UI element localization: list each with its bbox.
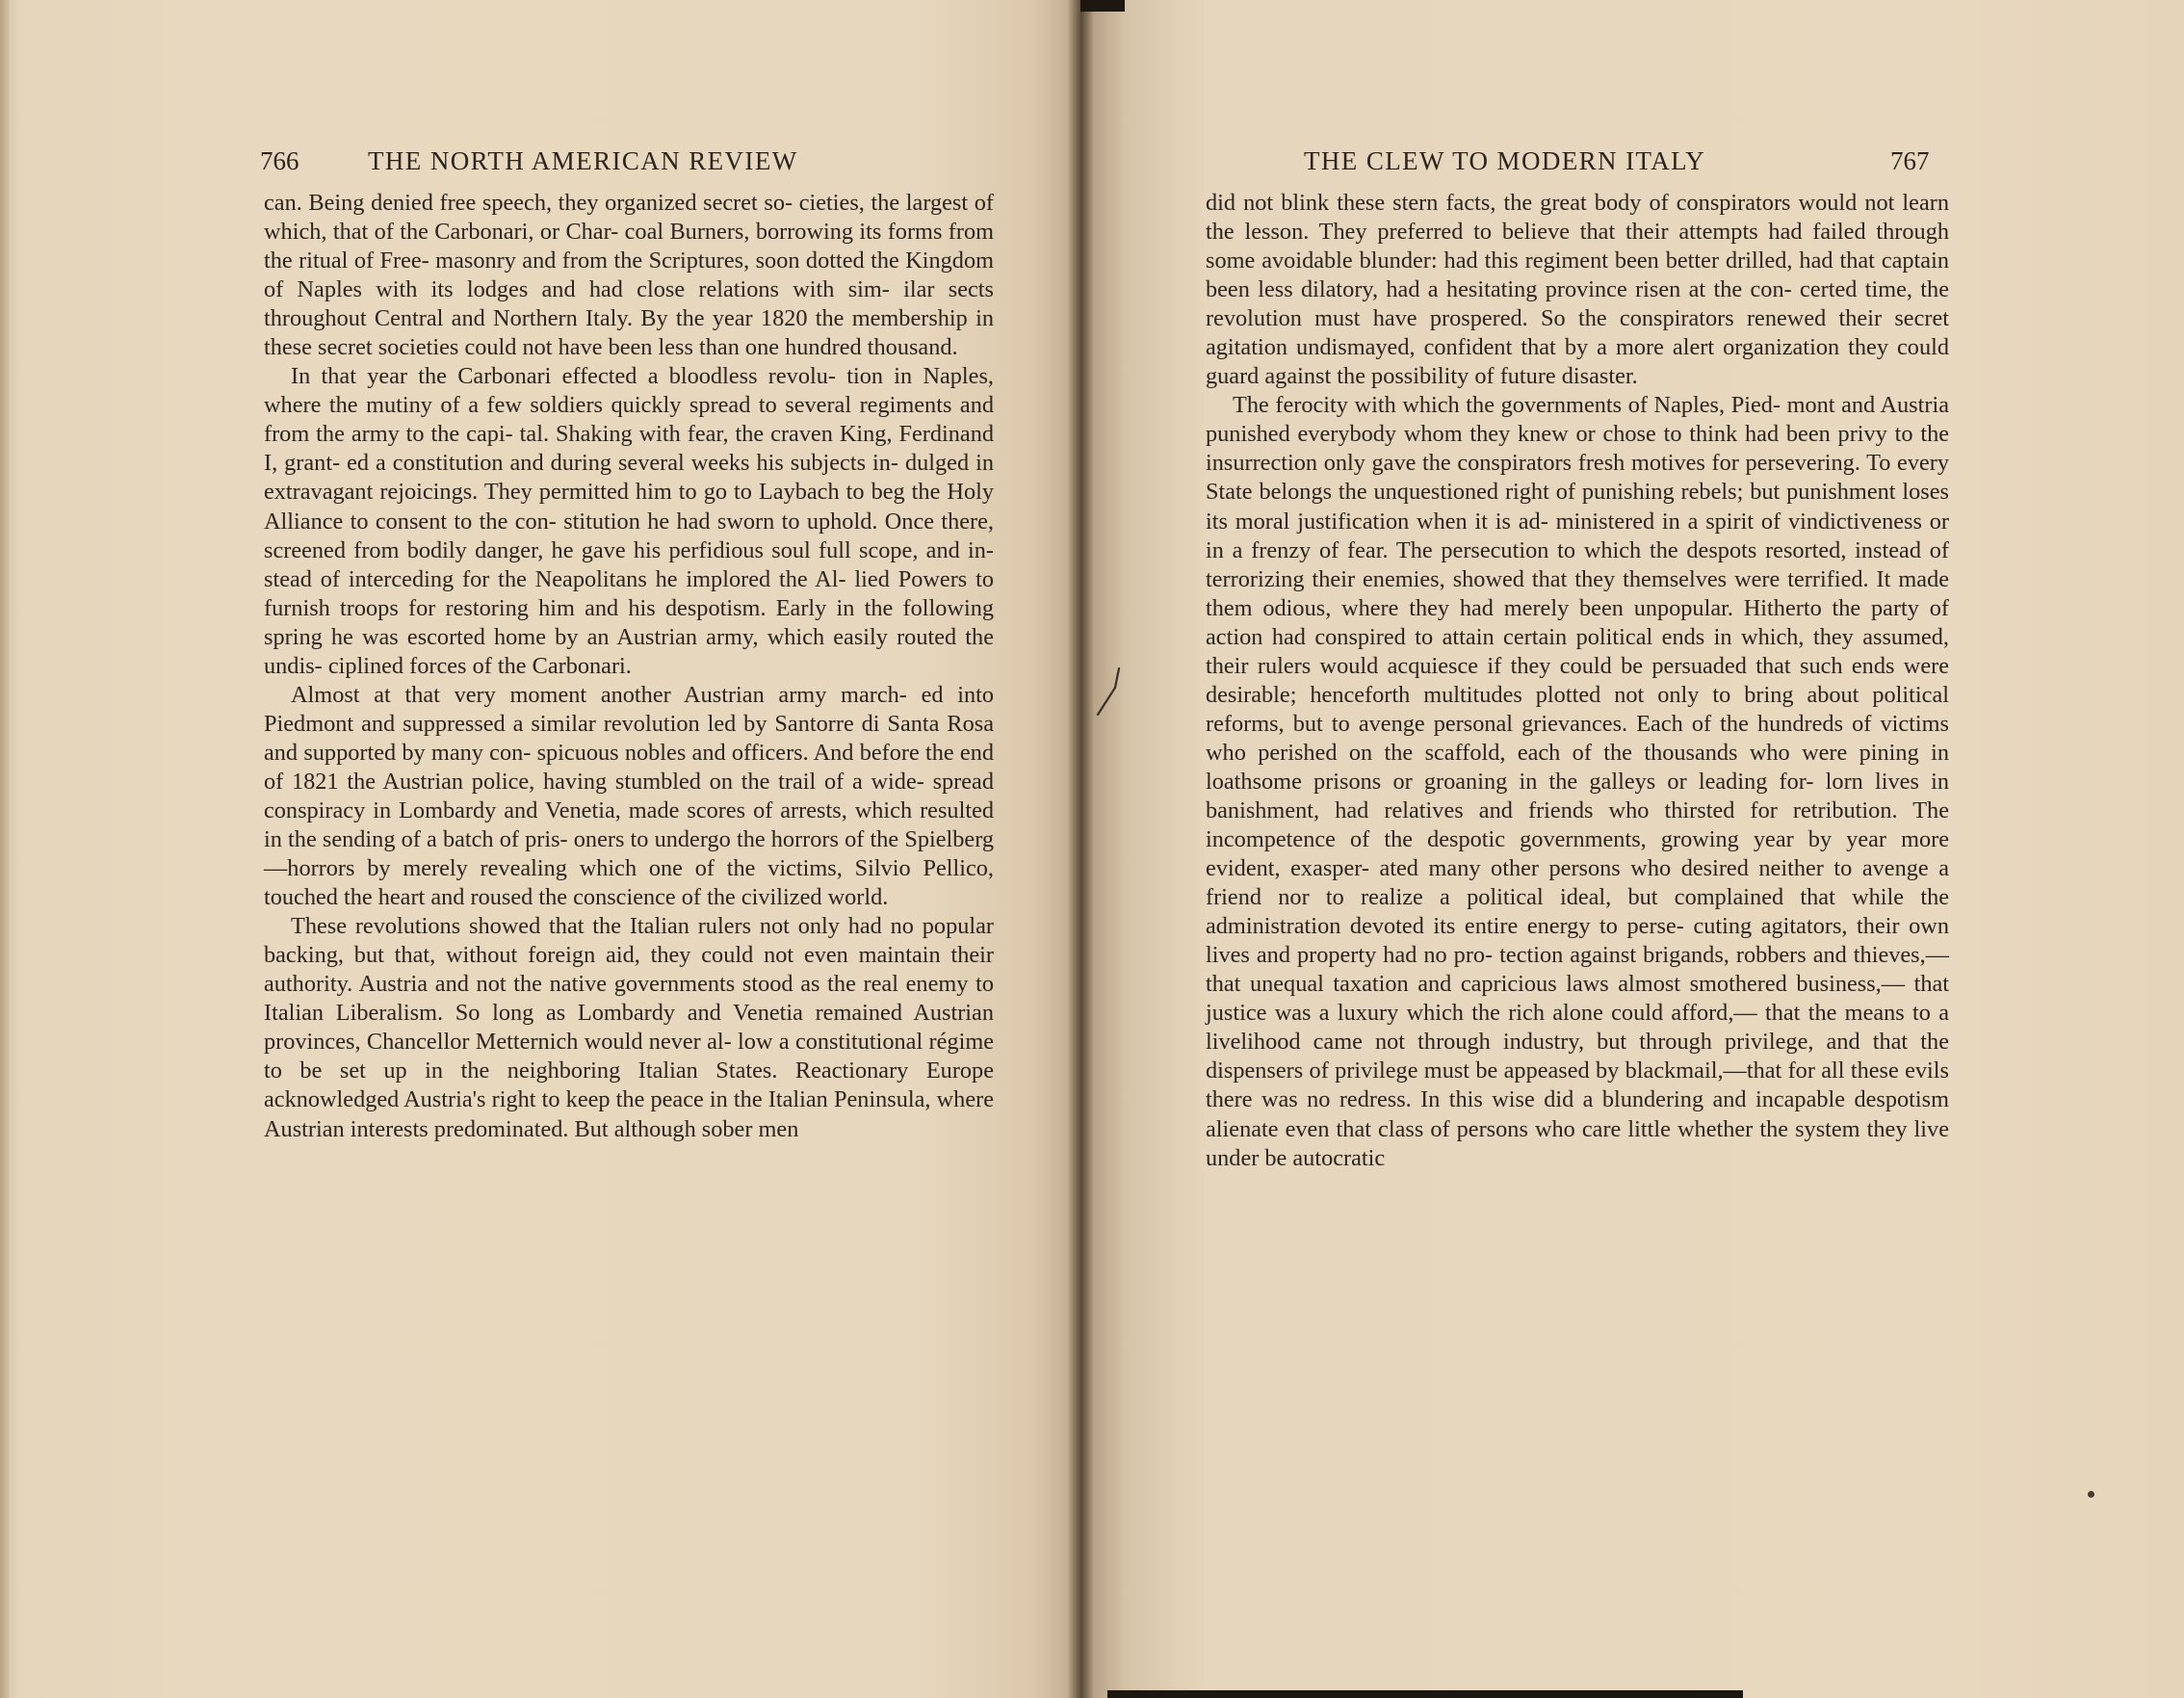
page-number: 767 [1890,146,1930,175]
left-page [0,0,1080,1698]
paragraph: did not blink these stern facts, the great body of conspirators would not learn the lesson. They preferred to believe that their attempts had failed through some avoidable blunder: had this regiment been better drilled, had that captain been less dilatory, had a hesitating province risen at the con- certed time, the revolution must have prospered. So the conspirators renewed their secret agitation undismayed, confident that by a more alert organization they could guard against the possibility of future disaster. [1206,190,1949,390]
pencil-mark [1088,665,1127,732]
body-text [1206,189,1949,1173]
paragraph: These revolutions showed that the Italian rulers not only had no popular backing, but that, without foreign aid, they could not even maintain their authority. Austria and not the native governments stood as the real enemy to Italian Liberalism. So long as Lombardy and Venetia remained Austrian provinces, Chancellor Metternich would never al- low a constitutional régime to be set up in the neighboring Italian States. Reactionary Europe acknowledged Austria's right to keep the peace in the Italian Peninsula, where Austrian interests predominated. But although sober men [264,913,994,1142]
page-number: 766 [260,146,299,175]
paper-speck [2088,1491,2094,1498]
running-head: THE NORTH AMERICAN REVIEW [368,146,798,175]
paragraph: Almost at that very moment another Austrian army march- ed into Piedmont and suppressed a similar revolution led by Santorre di Santa Rosa and supported by many con- spicuous nobles and officers. And before the end of 1821 the Austrian police, having stumbled on the trail of a wide- spread conspiracy in Lombardy and Venetia, made scores of arrests, which resulted in the sending of a batch of pris- oners to undergo the horrors of the Spielberg—horrors by merely revealing which one of the victims, Silvio Pellico, touched the heart and roused the conscience of the civilized world. [264,681,994,911]
binding-edge-bottom [1107,1690,1743,1698]
binding-edge-top [1080,0,1125,12]
book-gutter [1067,0,1094,1698]
body-text [264,189,994,1144]
running-head: THE CLEW TO MODERN ITALY [1304,146,1706,175]
paragraph: The ferocity with which the governments of Naples, Pied- mont and Austria punished everybody whom they knew or chose to think had been privy to the insurrection only gave the conspirators fresh motives for persevering. To every State belongs the unquestioned right of punishing rebels; but punishment loses its moral justification when it is ad- ministered in a spirit of vindictiveness or in a frenzy of fear. The persecution to which the despots resorted, instead of terrorizing their enemies, showed that they themselves were terrified. It made them odious, where they had merely been unpopular. Hitherto the party of action had conspired to attain certain political ends in which, they assumed, their rulers would acquiesce if they could be persuaded that such ends were desirable; henceforth multitudes plotted not only to bring about political reforms, but to avenge personal grievances. Each of the hundreds of victims who perished on the scaffold, each of the thousands who were pining in loathsome prisons or groaning in the galleys or leading for- lorn lives in banishment, had relatives and friends who thirsted for retribution. The incompetence of the despotic governments, growing year by year more evident, exasper- ated many other persons who desired neither to avenge a friend nor to realize a political ideal, but complained that while the administration devoted its entire energy to perse- cuting agitators, their own lives and property had no pro- tection against brigands, robbers and thieves,—that unequal taxation and capricious laws almost smothered business,— that justice was a luxury which the rich alone could afford,— that the means to a livelihood came not through industry, but through privilege, and that the dispensers of privilege must be appeased by blackmail,—that for all these evils there was no redress. In this wise did a blundering and incapable despotism alienate even that class of persons who care little whether the system they live under be autocratic [1206,392,1949,1171]
paragraph: In that year the Carbonari effected a bloodless revolu- tion in Naples, where the mutiny of a few soldiers quickly spread to several regiments and from the army to the capi- tal. Shaking with fear, the craven King, Ferdinand I, grant- ed a constitution and during several weeks his subjects in- dulged in extravagant rejoicings. They permitted him to go to Laybach to beg the Holy Alliance to consent to the con- stitution he had sworn to uphold. Once there, screened from bodily danger, he gave his perfidious soul full scope, and in- stead of interceding for the Neapolitans he implored the Al- lied Powers to furnish troops for restoring him and his despotism. Early in the following spring he was escorted home by an Austrian army, which easily routed the undis- ciplined forces of the Carbonari. [264,363,994,679]
paragraph: can. Being denied free speech, they organized secret so- cieties, the largest of which, that of the Carbonari, or Char- coal Burners, borrowing its forms from the ritual of Free- masonry and from the Scriptures, soon dotted the Kingdom of Naples with its lodges and had close relations with sim- ilar sects throughout Central and Northern Italy. By the year 1820 the membership in these secret societies could not have been less than one hundred thousand. [264,190,994,361]
page-edge [0,0,10,1698]
right-page [1080,0,2184,1698]
